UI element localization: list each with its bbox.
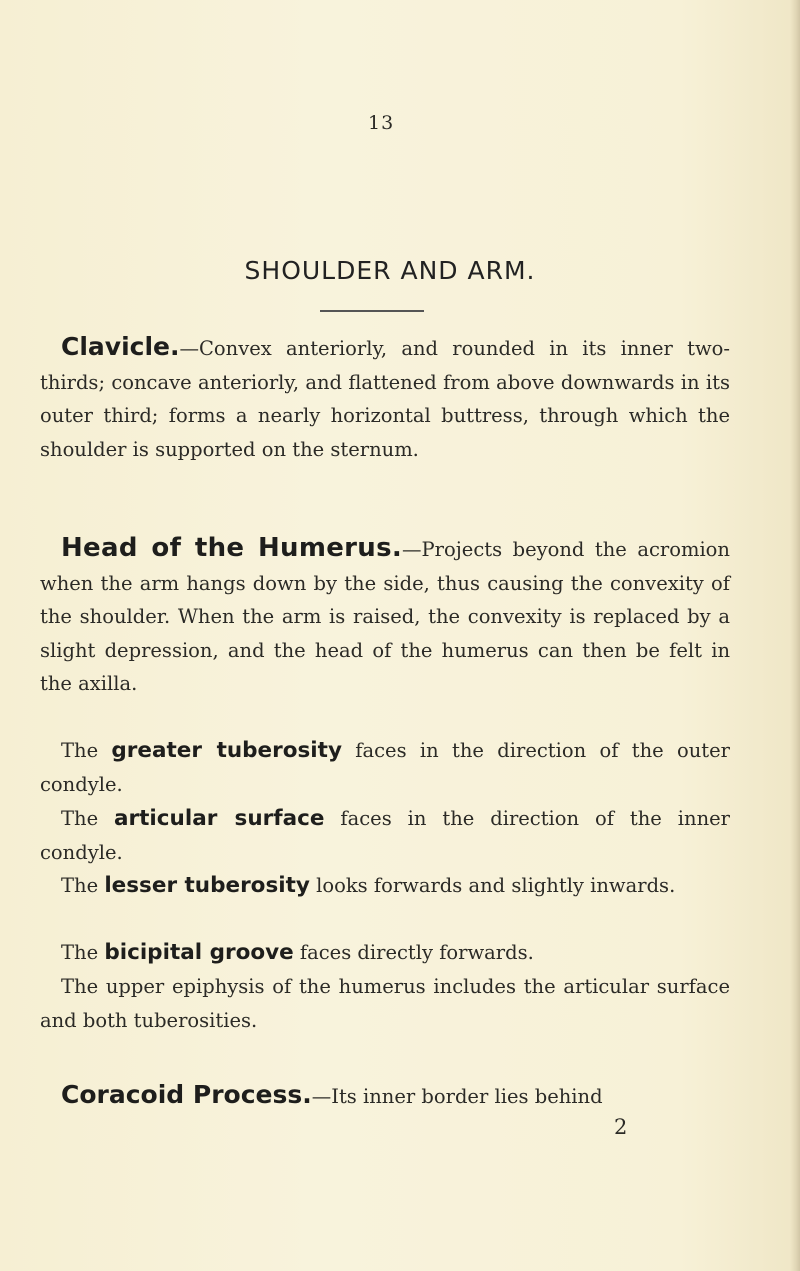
paragraph-epiphysis: The upper epiphysis of the humerus includes the articular surface and both tuberosities.: [40, 975, 730, 1032]
text-articular-surface: faces in the direction of the inner condyle.: [40, 807, 730, 864]
heading-rule: [320, 310, 424, 312]
paragraph-clavicle: [40, 330, 730, 466]
page-number: 13: [368, 112, 395, 134]
paragraph-coracoid: [40, 1078, 730, 1114]
term-coracoid: Coracoid Process.: [61, 1080, 312, 1109]
text-coracoid: —Its inner border lies behind: [311, 1085, 603, 1108]
paragraph-head-humerus: [40, 532, 730, 701]
prefix-articular-surface: The: [61, 807, 115, 830]
text-bicipital-groove: faces directly forwards.: [293, 941, 534, 964]
text-clavicle: —Convex anteriorly, and rounded in its inner two-thirds; concave anteriorly, and flattened from above downwards in its outer third; forms a nearly horizontal buttress, through which the shoulder is supported on the sternum.: [40, 337, 730, 461]
page-edge-shadow: [790, 0, 800, 1271]
prefix-lesser-tuberosity: The: [61, 874, 105, 897]
paragraph-lesser-tuberosity: [40, 869, 730, 903]
term-head-humerus: Head of the Humerus.: [61, 533, 403, 563]
paragraph-articular-surface: [40, 802, 730, 869]
text-lesser-tuberosity: looks forwards and slightly inwards.: [309, 874, 676, 897]
prefix-greater-tuberosity: The: [61, 739, 112, 762]
term-clavicle: Clavicle.: [61, 332, 180, 361]
term-lesser-tuberosity: lesser tuberosity: [104, 873, 310, 898]
prefix-bicipital-groove: The: [61, 941, 105, 964]
signature-mark: 2: [614, 1115, 628, 1139]
term-bicipital-groove: bicipital groove: [104, 940, 294, 965]
term-greater-tuberosity: greater tuberosity: [111, 738, 342, 763]
text-head-humerus: —Projects beyond the acromion when the arm hangs down by the side, thus causing the convexity of the shoulder. When the arm is raised, the convexity is replaced by a slight depression, and the head of the humerus can then be felt in the axilla.: [40, 538, 730, 696]
chapter-heading: SHOULDER AND ARM.: [244, 256, 536, 285]
term-articular-surface: articular surface: [114, 806, 325, 831]
paragraph-greater-tuberosity: [40, 734, 730, 801]
text-greater-tuberosity: faces in the direction of the outer condyle.: [40, 739, 730, 796]
paragraph-bicipital-groove: [40, 936, 730, 970]
